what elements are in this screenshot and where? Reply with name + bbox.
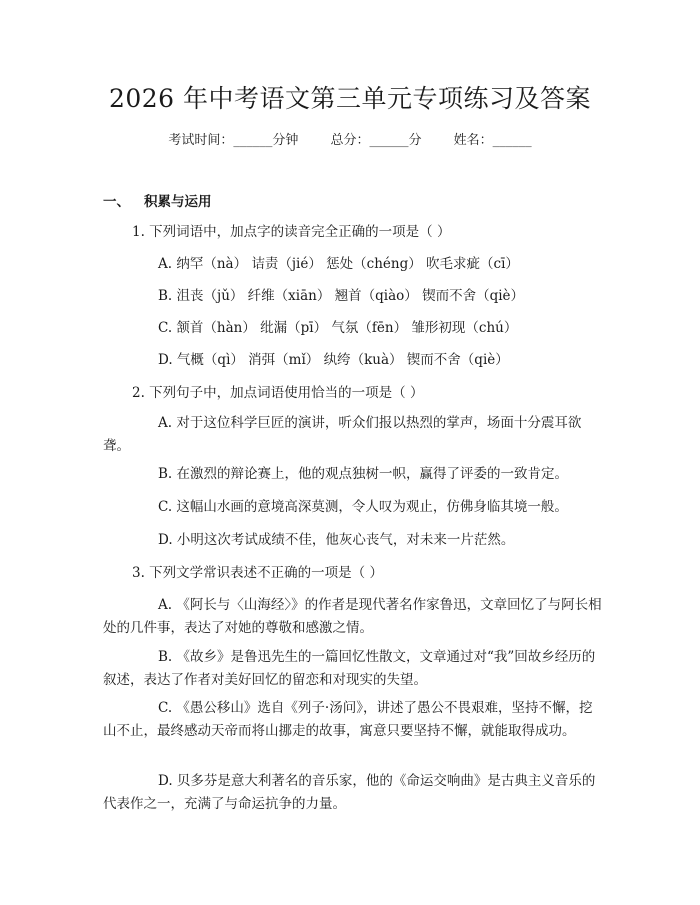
question-3-option-d: D. 贝多芬是意大利著名的音乐家，他的《命运交响曲》是古典主义音乐的代表作之一，充满了与命运抗争的力量。 [103, 773, 596, 812]
question-3-option-a: A. 《阿长与〈山海经〉》的作者是现代著名作家鲁迅，文章回忆了与阿长相处的几件事，表达了对她的尊敬和感激之情。 [103, 597, 602, 636]
section-heading [103, 192, 212, 212]
student-name: 姓名：______ [453, 133, 532, 148]
question-2-option-b: B. 在激烈的辩论赛上，他的观点独树一帜，赢得了评委的一致肯定。 [158, 466, 569, 482]
question-1-option-a: A. 纳罕（nà） 诘责（jié） 惩处（chéng） 吹毛求疵（cī） [158, 256, 519, 272]
question-3-option-c: C. 《愚公移山》选自《列子·汤问》，讲述了愚公不畏艰难，坚持不懈，挖山不止，最终感动天帝而将山挪走的故事，寓意只要坚持不懈，就能取得成功。 [103, 700, 593, 739]
question-1-stem: 1. 下列词语中，加点字的读音完全正确的一项是（ ） [132, 224, 451, 240]
question-1-option-c: C. 颔首（hàn） 纰漏（pī） 气氛（fēn） 雏形初现（chú） [158, 320, 518, 336]
question-2-option-c: C. 这幅山水画的意境高深莫测，令人叹为观止，仿佛身临其境一般。 [158, 499, 568, 515]
question-1-option-b: B. 沮丧（jǔ） 纤维（xiān） 翘首（qiào） 锲而不舍（qiè） [158, 288, 525, 304]
question-2-stem: 2. 下列句子中，加点词语使用恰当的一项是（ ） [132, 385, 424, 401]
question-2-option-a: A. 对于这位科学巨匠的演讲，听众们报以热烈的掌声，场面十分震耳欲聋。 [103, 415, 582, 454]
question-3-option-b: B. 《故乡》是鲁迅先生的一篇回忆性散文，文章通过对“我”回故乡经历的叙述，表达了作者对美好回忆的留恋和对现实的失望。 [103, 649, 596, 688]
section-number: 一、 [103, 194, 130, 210]
exam-meta [0, 131, 700, 151]
question-1-option-d: D. 气概（qì） 消弭（mǐ） 纨绔（kuà） 锲而不舍（qiè） [158, 352, 509, 368]
question-3-stem: 3. 下列文学常识表述不正确的一项是（ ） [132, 565, 383, 581]
question-2-option-d: D. 小明这次考试成绩不佳，他灰心丧气，对未来一片茫然。 [158, 532, 515, 548]
exam-score: 总分：______分 [330, 133, 422, 148]
document-title: 2026 年中考语文第三单元专项练习及答案 [108, 84, 592, 113]
exam-time: 考试时间：______分钟 [168, 133, 299, 148]
section-title: 积累与运用 [144, 194, 212, 210]
